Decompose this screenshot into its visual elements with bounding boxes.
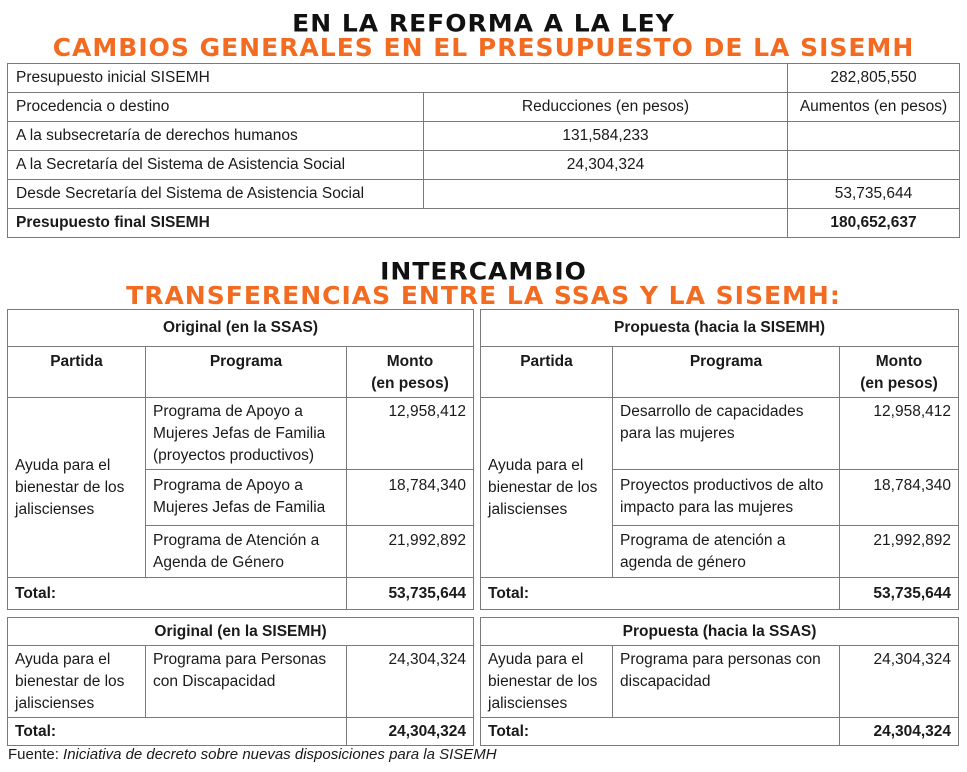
- table-total-row: [8, 578, 474, 610]
- table-total-row: [481, 718, 959, 746]
- program-cell: Programa para personas con discapacidad: [613, 646, 840, 718]
- table-row: [8, 64, 960, 93]
- row-label: A la subsecretaría de derechos humanos: [8, 122, 424, 151]
- partida-cell: Ayuda para el bienestar de los jaliscienses: [481, 398, 613, 578]
- column-header-partida: Partida: [8, 347, 146, 398]
- table-title: Propuesta (hacia la SSAS): [481, 618, 959, 646]
- table-row: [8, 180, 960, 209]
- program-cell: Programa de atención a agenda de género: [613, 526, 840, 578]
- total-value: 53,735,644: [840, 578, 959, 610]
- partida-cell: Ayuda para el bienestar de los jaliscienses: [8, 398, 146, 578]
- initial-budget-value: 282,805,550: [788, 64, 960, 93]
- program-cell: Desarrollo de capacidades para las mujeres: [613, 398, 840, 470]
- amount-cell: 24,304,324: [840, 646, 959, 718]
- total-label: Total:: [8, 578, 347, 610]
- column-header-programa: Programa: [146, 347, 347, 398]
- column-header-reductions: Reducciones (en pesos): [424, 93, 788, 122]
- column-header-monto: Monto (en pesos): [840, 347, 959, 398]
- section-subtitle: TRANSFERENCIAS ENTRE LA SSAS Y LA SISEMH:: [126, 281, 841, 310]
- amount-cell: 18,784,340: [840, 470, 959, 526]
- table-row: [8, 151, 960, 180]
- header-subtitle: CAMBIOS GENERALES EN EL PRESUPUESTO DE LA SISEMH: [52, 33, 915, 62]
- row-reduction: 131,584,233: [424, 122, 788, 151]
- row-increase: 53,735,644: [788, 180, 960, 209]
- partida-cell: Ayuda para el bienestar de los jaliscienses: [8, 646, 146, 718]
- table-title: Propuesta (hacia la SISEMH): [481, 310, 959, 347]
- program-cell: Proyectos productivos de alto impacto para las mujeres: [613, 470, 840, 526]
- amount-cell: 12,958,412: [347, 398, 474, 470]
- column-header-partida: Partida: [481, 347, 613, 398]
- source-text: Iniciativa de decreto sobre nuevas disposiciones para la SISEMH: [63, 746, 497, 763]
- amount-cell: 18,784,340: [347, 470, 474, 526]
- total-value: 53,735,644: [347, 578, 474, 610]
- initial-budget-label: Presupuesto inicial SISEMH: [8, 64, 788, 93]
- budget-table: [7, 63, 960, 238]
- source-footer: [8, 746, 497, 763]
- total-value: 24,304,324: [347, 718, 474, 746]
- program-cell: Programa de Apoyo a Mujeres Jefas de Familia (proyectos productivos): [146, 398, 347, 470]
- partida-cell: Ayuda para el bienestar de los jaliscienses: [481, 646, 613, 718]
- column-header-monto: Monto (en pesos): [347, 347, 474, 398]
- row-reduction: 24,304,324: [424, 151, 788, 180]
- column-header-origin: Procedencia o destino: [8, 93, 424, 122]
- total-label: Total:: [8, 718, 347, 746]
- total-label: Total:: [481, 718, 840, 746]
- column-header-increases: Aumentos (en pesos): [788, 93, 960, 122]
- proposal-sisemh-table: [480, 309, 959, 610]
- program-cell: Programa de Atención a Agenda de Género: [146, 526, 347, 578]
- row-label: A la Secretaría del Sistema de Asistencia Social: [8, 151, 424, 180]
- column-header-programa: Programa: [613, 347, 840, 398]
- final-budget-label: Presupuesto final SISEMH: [8, 209, 788, 238]
- amount-cell: 12,958,412: [840, 398, 959, 470]
- program-cell: Programa para Personas con Discapacidad: [146, 646, 347, 718]
- table-row: [8, 122, 960, 151]
- program-cell: Programa de Apoyo a Mujeres Jefas de Familia: [146, 470, 347, 526]
- table-title: Original (en la SSAS): [8, 310, 474, 347]
- amount-cell: 24,304,324: [347, 646, 474, 718]
- table-header-row: [481, 347, 959, 398]
- section-title: INTERCAMBIO: [380, 257, 587, 286]
- table-header-row: [8, 347, 474, 398]
- original-ssas-table: [7, 309, 474, 610]
- table-title-row: [481, 618, 959, 646]
- table-title: Original (en la SISEMH): [8, 618, 474, 646]
- amount-cell: 21,992,892: [347, 526, 474, 578]
- table-header-row: [8, 93, 960, 122]
- row-label: Desde Secretaría del Sistema de Asistencia Social: [8, 180, 424, 209]
- table-row: [8, 398, 474, 470]
- table-total-row: [481, 578, 959, 610]
- source-prefix: Fuente:: [8, 746, 59, 763]
- table-title-row: [481, 310, 959, 347]
- row-reduction: [424, 180, 788, 209]
- table-row: [8, 646, 474, 718]
- table-row: [481, 646, 959, 718]
- total-value: 24,304,324: [840, 718, 959, 746]
- row-increase: [788, 151, 960, 180]
- proposal-ssas-table: [480, 617, 959, 746]
- table-total-row: [8, 718, 474, 746]
- original-sisemh-table: [7, 617, 474, 746]
- table-title-row: [8, 618, 474, 646]
- final-budget-value: 180,652,637: [788, 209, 960, 238]
- total-label: Total:: [481, 578, 840, 610]
- table-total-row: [8, 209, 960, 238]
- table-row: [481, 398, 959, 470]
- row-increase: [788, 122, 960, 151]
- amount-cell: 21,992,892: [840, 526, 959, 578]
- table-title-row: [8, 310, 474, 347]
- header-title: EN LA REFORMA A LA LEY: [292, 9, 675, 38]
